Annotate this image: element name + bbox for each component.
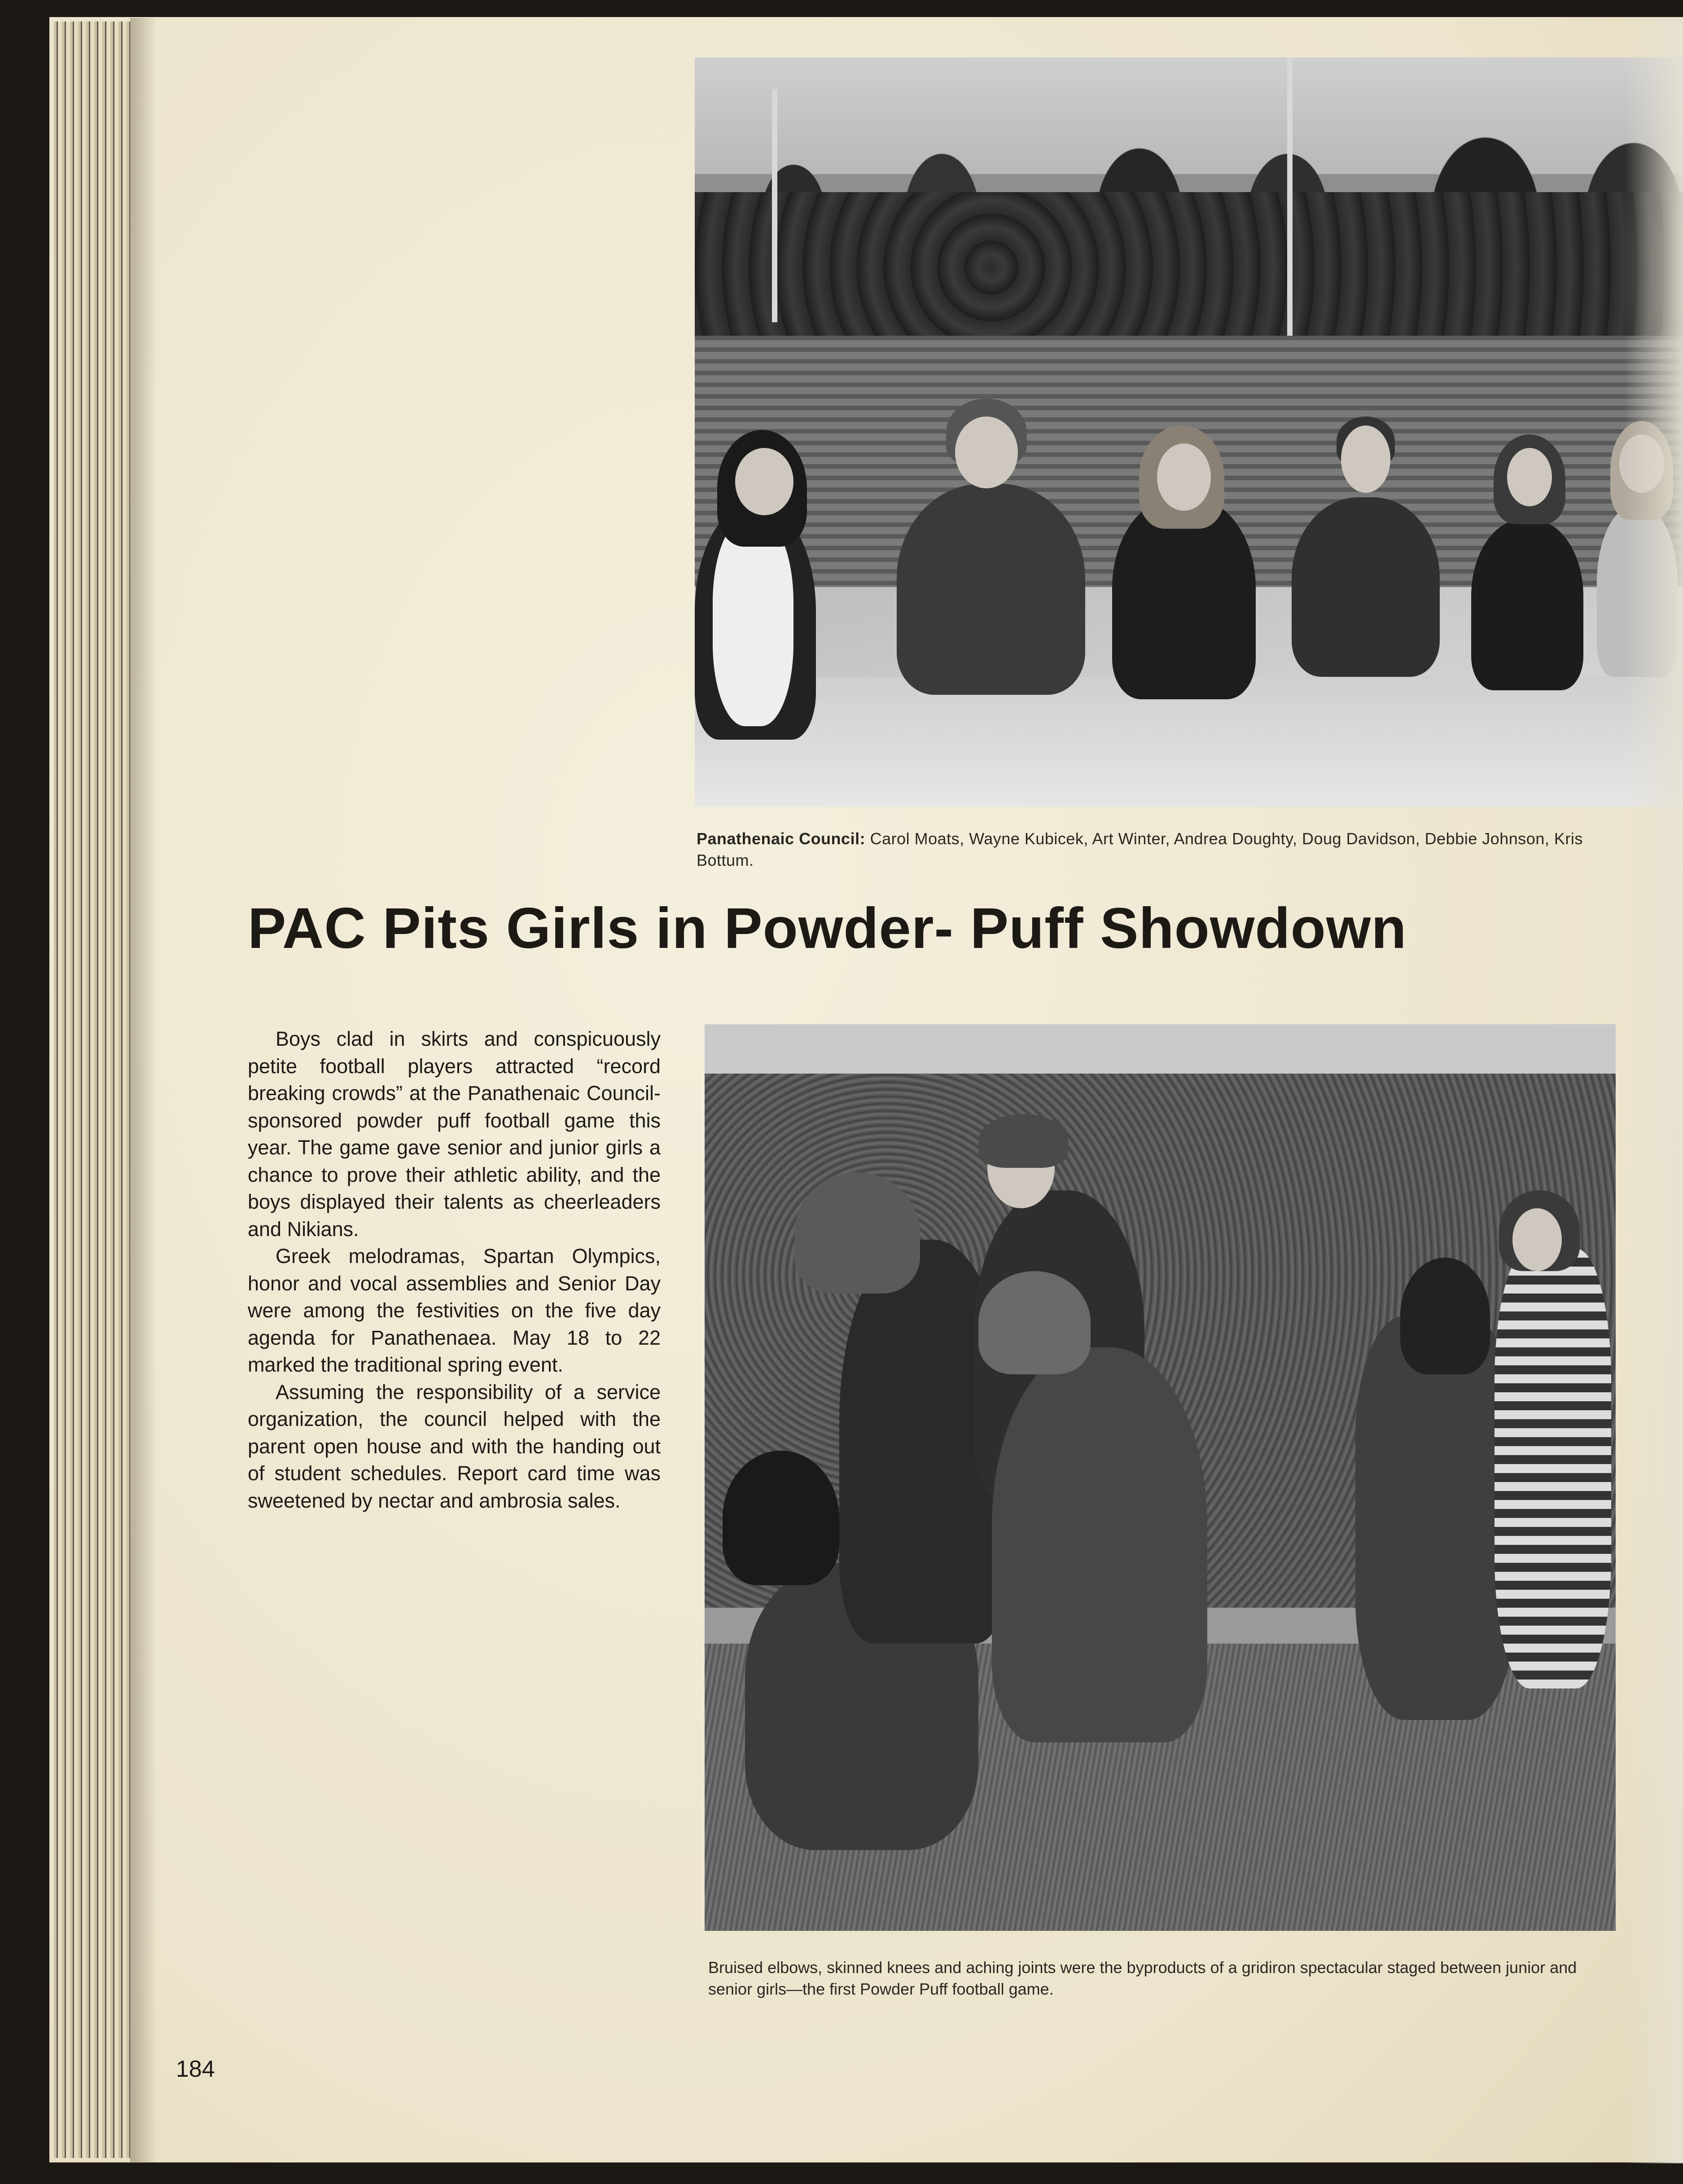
caption-label: Panathenaic Council: xyxy=(697,829,866,848)
player-hair xyxy=(794,1172,920,1294)
person-figure xyxy=(1471,520,1583,690)
person-face xyxy=(955,417,1018,488)
player-face xyxy=(1512,1208,1562,1271)
page-stack-edge xyxy=(54,22,130,2158)
player-hair xyxy=(1400,1258,1490,1374)
player-figure xyxy=(1495,1249,1611,1688)
light-pole xyxy=(1287,57,1293,363)
article-paragraph: Assuming the responsibility of a service organization, the council helped with the parent open house and with the handing out of student schedules. Report card time was sweetened by nectar and ambrosia sales. xyxy=(248,1380,661,1512)
page-number: 184 xyxy=(176,2056,215,2082)
person-face xyxy=(1507,448,1552,506)
article-headline: PAC Pits Girls in Powder- Puff Showdown xyxy=(248,896,1407,960)
player-hair xyxy=(978,1114,1068,1168)
football-photo-caption: Bruised elbows, skinned knees and aching joints were the byproducts of a gridiron spectacular staged between junior and senior girls—the first Powder Puff football game. xyxy=(708,1958,1577,1998)
council-photo xyxy=(695,57,1683,807)
person-face xyxy=(735,448,793,515)
person-face xyxy=(1157,443,1211,511)
person-figure xyxy=(897,484,1085,695)
person-figure xyxy=(1292,497,1440,677)
football-photo xyxy=(705,1024,1616,1931)
article-paragraph: Greek melodramas, Spartan Olympics, honor and vocal assemblies and Senior Day were among the festivities on the five day agenda for Panathenaea. May 18 to 22 marked the traditional spring event. xyxy=(248,1245,661,1376)
person-face xyxy=(1341,425,1390,493)
caption-names: Carol Moats, Wayne Kubicek, Art Winter, Andrea Doughty, Doug Davidson, Debbie Johnson, Kris Bottum. xyxy=(697,829,1583,869)
article-paragraph: Boys clad in skirts and conspicuously petite football players attracted “record breaking crowds” at the Panathenaic Council-sponsored powder puff football game this year. The game gave senior and junior girls a chance to prove their athletic ability, and the boys displayed their talents as cheerleaders and Nikians. xyxy=(248,1027,661,1241)
light-pole xyxy=(772,89,777,322)
article-body xyxy=(248,1026,661,1514)
player-hair xyxy=(978,1271,1091,1374)
spine-shadow xyxy=(130,18,157,2163)
council-photo-caption xyxy=(697,828,1621,871)
player-figure xyxy=(1355,1316,1517,1720)
page-edge-glare xyxy=(1625,18,1683,2163)
player-figure xyxy=(992,1347,1207,1742)
player-hair xyxy=(723,1451,839,1585)
person-sleeve xyxy=(713,520,793,726)
